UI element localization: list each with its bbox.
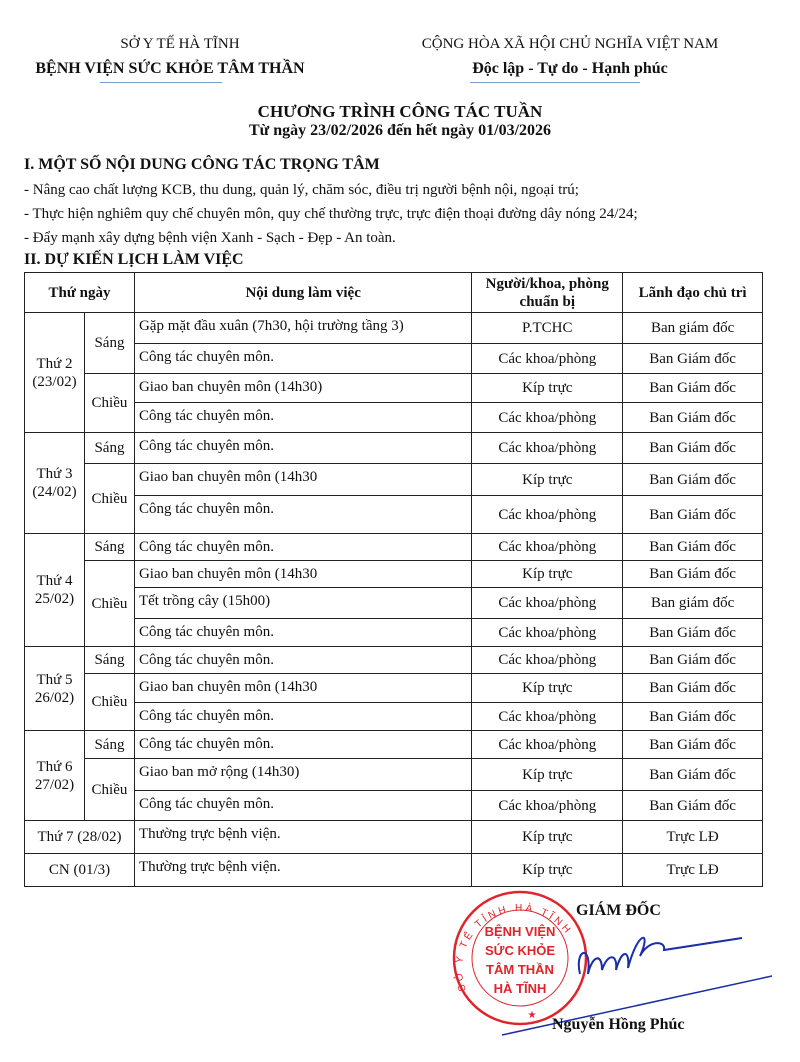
table-row [25, 534, 763, 561]
preparer-cell: Các khoa/phòng [472, 588, 623, 619]
section-1-heading: I. MỘT SỐ NỘI DUNG CÔNG TÁC TRỌNG TÂM [24, 156, 380, 173]
content-cell: Công tác chuyên môn. [134, 344, 471, 374]
preparer-cell: Kíp trực [472, 464, 623, 496]
content-cell: Công tác chuyên môn. [134, 731, 471, 759]
stamp-text: BỆNH VIỆN [484, 924, 556, 939]
leader-cell: Ban Giám đốc [623, 344, 763, 374]
table-row [25, 588, 763, 619]
preparer-cell: Các khoa/phòng [472, 344, 623, 374]
session-label: Sáng [84, 731, 134, 759]
preparer-cell: Các khoa/phòng [472, 703, 623, 731]
leader-cell: Ban Giám đốc [623, 759, 763, 791]
leader-cell: Ban Giám đốc [623, 374, 763, 403]
leader-cell: Trực LĐ [623, 821, 763, 854]
content-cell: Công tác chuyên môn. [134, 496, 471, 534]
leader-cell: Ban Giám đốc [623, 791, 763, 821]
table-row [25, 496, 763, 534]
content-cell: Công tác chuyên môn. [134, 534, 471, 561]
signer-title: GIÁM ĐỐC [576, 902, 661, 919]
table-row [25, 791, 763, 821]
content-cell: Công tác chuyên môn. [134, 647, 471, 674]
preparer-cell: Kíp trực [472, 674, 623, 703]
hospital-name: BỆNH VIỆN SỨC KHỎE TÂM THẦN [35, 60, 305, 77]
table-row [25, 821, 763, 854]
preparer-cell: Kíp trực [472, 759, 623, 791]
content-cell: Giao ban chuyên môn (14h30 [134, 561, 471, 588]
schedule-table [24, 272, 763, 887]
underline [470, 82, 640, 83]
session-label: Sáng [84, 534, 134, 561]
table-row [25, 703, 763, 731]
bullet-item: - Đẩy mạnh xây dựng bệnh viện Xanh - Sạch - Đẹp - An toàn. [24, 230, 396, 246]
table-row [25, 731, 763, 759]
leader-cell: Ban Giám đốc [623, 619, 763, 647]
national-motto: Độc lập - Tự do - Hạnh phúc [472, 60, 668, 77]
day-label: Thứ 3 (24/02) [25, 433, 85, 534]
leader-cell: Ban Giám đốc [623, 403, 763, 433]
table-header-row [25, 273, 763, 313]
bullet-item: - Nâng cao chất lượng KCB, thu dung, quản lý, chăm sóc, điều trị người bệnh nội, ngoại trú; [24, 182, 579, 198]
table-row [25, 403, 763, 433]
day-label: Thứ 5 26/02) [25, 647, 85, 731]
document-subtitle: Từ ngày 23/02/2026 đến hết ngày 01/03/2026 [248, 122, 552, 139]
leader-cell: Ban Giám đốc [623, 674, 763, 703]
signature-scribble [579, 938, 742, 974]
preparer-cell: Các khoa/phòng [472, 791, 623, 821]
content-cell: Công tác chuyên môn. [134, 433, 471, 464]
session-label: Chiều [84, 561, 134, 647]
table-row [25, 374, 763, 403]
leader-cell: Trực LĐ [623, 854, 763, 887]
content-cell: Công tác chuyên môn. [134, 703, 471, 731]
day-label: Thứ 2 (23/02) [25, 313, 85, 433]
session-label: Sáng [84, 433, 134, 464]
leader-cell: Ban giám đốc [623, 313, 763, 344]
session-label: Sáng [84, 647, 134, 674]
preparer-cell: Các khoa/phòng [472, 403, 623, 433]
session-label: Chiều [84, 759, 134, 821]
session-label: Chiều [84, 374, 134, 433]
content-cell: Tết trồng cây (15h00) [134, 588, 471, 619]
table-row [25, 759, 763, 791]
leader-cell: Ban Giám đốc [623, 703, 763, 731]
header-content: Nội dung làm việc [134, 273, 471, 313]
preparer-cell: Các khoa/phòng [472, 433, 623, 464]
table-row [25, 854, 763, 887]
day-label: CN (01/3) [25, 854, 135, 887]
session-label: Chiều [84, 464, 134, 534]
bullet-item: - Thực hiện nghiêm quy chế chuyên môn, quy chế thường trực, trực điện thoại đường dây nóng 24/24; [24, 206, 638, 222]
preparer-cell: Kíp trực [472, 821, 623, 854]
leader-cell: Ban Giám đốc [623, 464, 763, 496]
table-row [25, 464, 763, 496]
day-label: Thứ 4 25/02) [25, 534, 85, 647]
day-label: Thứ 7 (28/02) [25, 821, 135, 854]
stamp-ring-text: SỞ Y TẾ TỈNH HÀ TĨNH [453, 902, 575, 993]
content-cell: Công tác chuyên môn. [134, 791, 471, 821]
underline [100, 82, 222, 83]
leader-cell: Ban Giám đốc [623, 561, 763, 588]
document-title: CHƯƠNG TRÌNH CÔNG TÁC TUẦN [257, 102, 543, 121]
session-label: Chiều [84, 674, 134, 731]
header-day: Thứ ngày [25, 273, 135, 313]
signer-name: Nguyễn Hồng Phúc [552, 1016, 685, 1033]
preparer-cell: Kíp trực [472, 854, 623, 887]
department-name: SỞ Y TẾ HÀ TĨNH [120, 36, 240, 52]
preparer-cell: Kíp trực [472, 561, 623, 588]
preparer-cell: Các khoa/phòng [472, 619, 623, 647]
section-2-heading: II. DỰ KIẾN LỊCH LÀM VIỆC [24, 251, 244, 268]
leader-cell: Ban Giám đốc [623, 433, 763, 464]
header-preparer: Người/khoa, phòng chuẩn bị [472, 273, 623, 313]
table-row [25, 647, 763, 674]
content-cell: Công tác chuyên môn. [134, 403, 471, 433]
stamp-text: HÀ TĨNH [493, 981, 547, 996]
content-cell: Giao ban chuyên môn (14h30 [134, 464, 471, 496]
table-row [25, 561, 763, 588]
table-row [25, 674, 763, 703]
preparer-cell: Kíp trực [472, 374, 623, 403]
svg-text:★: ★ [527, 1010, 537, 1021]
content-cell: Gặp mặt đầu xuân (7h30, hội trường tầng 3) [134, 313, 471, 344]
content-cell: Thường trực bệnh viện. [134, 821, 471, 854]
stamp-text: TÂM THẦN [486, 962, 554, 977]
preparer-cell: Các khoa/phòng [472, 647, 623, 674]
preparer-cell: Các khoa/phòng [472, 534, 623, 561]
preparer-cell: Các khoa/phòng [472, 731, 623, 759]
day-label: Thứ 6 27/02) [25, 731, 85, 821]
table-row [25, 619, 763, 647]
leader-cell: Ban Giám đốc [623, 731, 763, 759]
leader-cell: Ban Giám đốc [623, 647, 763, 674]
preparer-cell: P.TCHC [472, 313, 623, 344]
content-cell: Giao ban mở rộng (14h30) [134, 759, 471, 791]
table-row [25, 433, 763, 464]
content-cell: Giao ban chuyên môn (14h30) [134, 374, 471, 403]
leader-cell: Ban giám đốc [623, 588, 763, 619]
content-cell: Thường trực bệnh viện. [134, 854, 471, 887]
table-row [25, 313, 763, 344]
leader-cell: Ban Giám đốc [623, 496, 763, 534]
content-cell: Công tác chuyên môn. [134, 619, 471, 647]
leader-cell: Ban Giám đốc [623, 534, 763, 561]
preparer-cell: Các khoa/phòng [472, 496, 623, 534]
national-title: CỘNG HÒA XÃ HỘI CHỦ NGHĨA VIỆT NAM [421, 36, 719, 52]
header-leader: Lãnh đạo chủ trì [623, 273, 763, 313]
content-cell: Giao ban chuyên môn (14h30 [134, 674, 471, 703]
stamp-text: SỨC KHỎE [484, 943, 556, 958]
table-row [25, 344, 763, 374]
session-label: Sáng [84, 313, 134, 374]
